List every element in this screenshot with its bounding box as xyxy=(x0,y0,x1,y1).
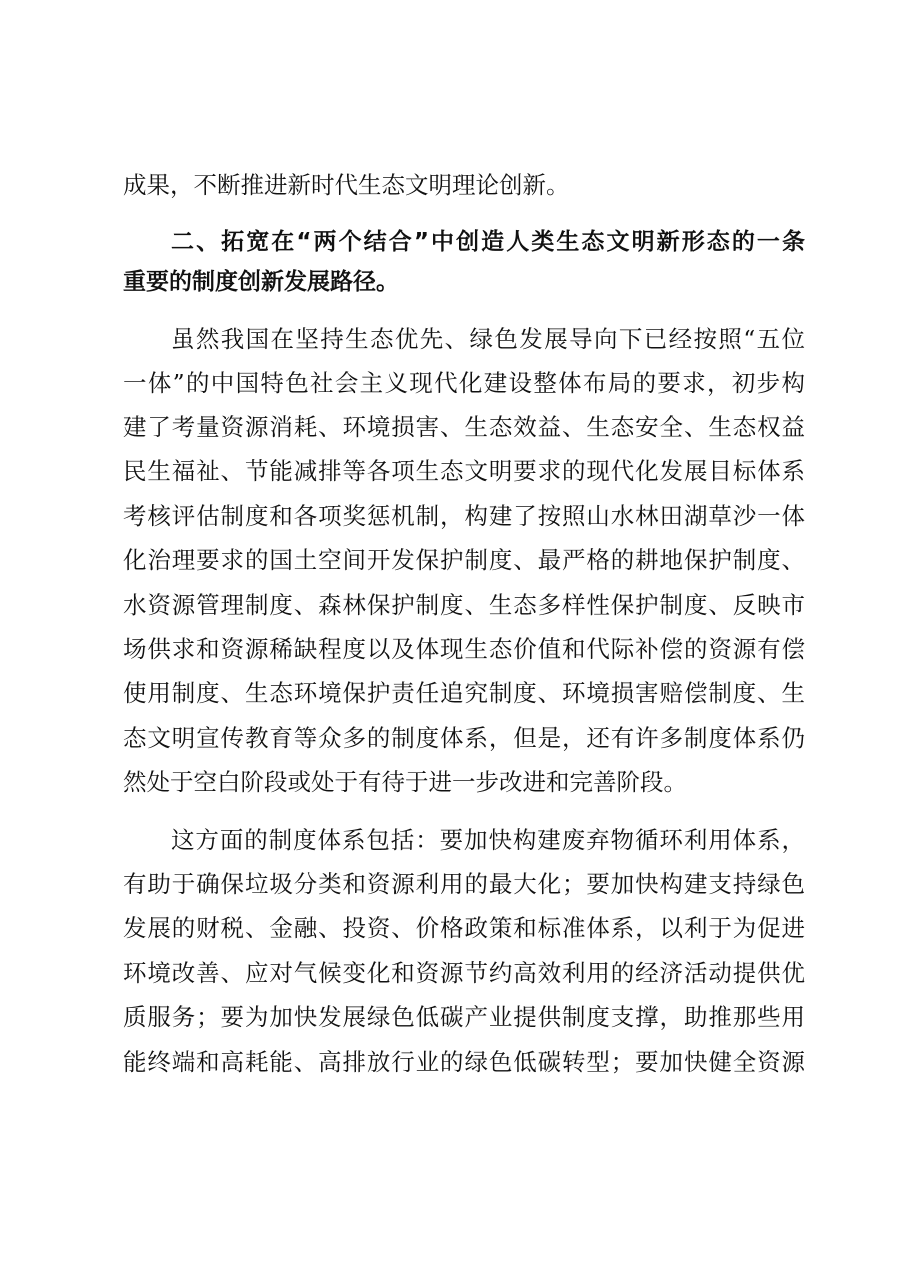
paragraph-2-line-3: 发展的财税、金融、投资、价格政策和标准体系，以利于为促进 xyxy=(123,914,805,942)
paragraph-1-line-7: 水资源管理制度、森林保护制度、生态多样性保护制度、反映市 xyxy=(123,591,805,619)
paragraph-1-line-4: 民生福祉、节能减排等各项生态文明要求的现代化发展目标体系 xyxy=(123,457,805,485)
paragraph-2-line-5: 质服务；要为加快发展绿色低碳产业提供制度支撑，助推那些用 xyxy=(123,1003,805,1031)
paragraph-1-line-9: 使用制度、生态环境保护责任追究制度、环境损害赔偿制度、生 xyxy=(123,679,805,707)
paragraph-2-line-6: 能终端和高耗能、高排放行业的绿色低碳转型；要加快健全资源 xyxy=(123,1048,805,1076)
paragraph-1-line-6: 化治理要求的国土空间开发保护制度、最严格的耕地保护制度、 xyxy=(123,546,805,574)
section-heading-line-2: 重要的制度创新发展路径。 xyxy=(123,269,399,295)
paragraph-2-line-1: 这方面的制度体系包括：要加快构建废弃物循环利用体系， xyxy=(171,826,805,854)
paragraph-1-line-10: 态文明宣传教育等众多的制度体系，但是，还有许多制度体系仍 xyxy=(123,724,805,752)
paragraph-1-line-1: 虽然我国在坚持生态优先、绿色发展导向下已经按照“五位 xyxy=(171,325,805,353)
paragraph-1-line-3: 建了考量资源消耗、环境损害、生态效益、生态安全、生态权益 xyxy=(123,413,805,441)
paragraph-2-line-4: 环境改善、应对气候变化和资源节约高效利用的经济活动提供优 xyxy=(123,959,805,987)
section-heading-line-1: 二、拓宽在“两个结合”中创造人类生态文明新形态的一条 xyxy=(171,229,805,255)
paragraph-2-line-2: 有助于确保垃圾分类和资源利用的最大化；要加快构建支持绿色 xyxy=(123,870,805,898)
text-line-1: 成果，不断推进新时代生态文明理论创新。 xyxy=(123,171,570,199)
paragraph-1-line-11: 然处于空白阶段或处于有待于进一步改进和完善阶段。 xyxy=(123,768,687,796)
paragraph-1-line-8: 场供求和资源稀缺程度以及体现生态价值和代际补偿的资源有偿 xyxy=(123,635,805,663)
paragraph-1-line-5: 考核评估制度和各项奖惩机制，构建了按照山水林田湖草沙一体 xyxy=(123,502,805,530)
paragraph-1-line-2: 一体”的中国特色社会主义现代化建设整体布局的要求，初步构 xyxy=(123,369,805,397)
